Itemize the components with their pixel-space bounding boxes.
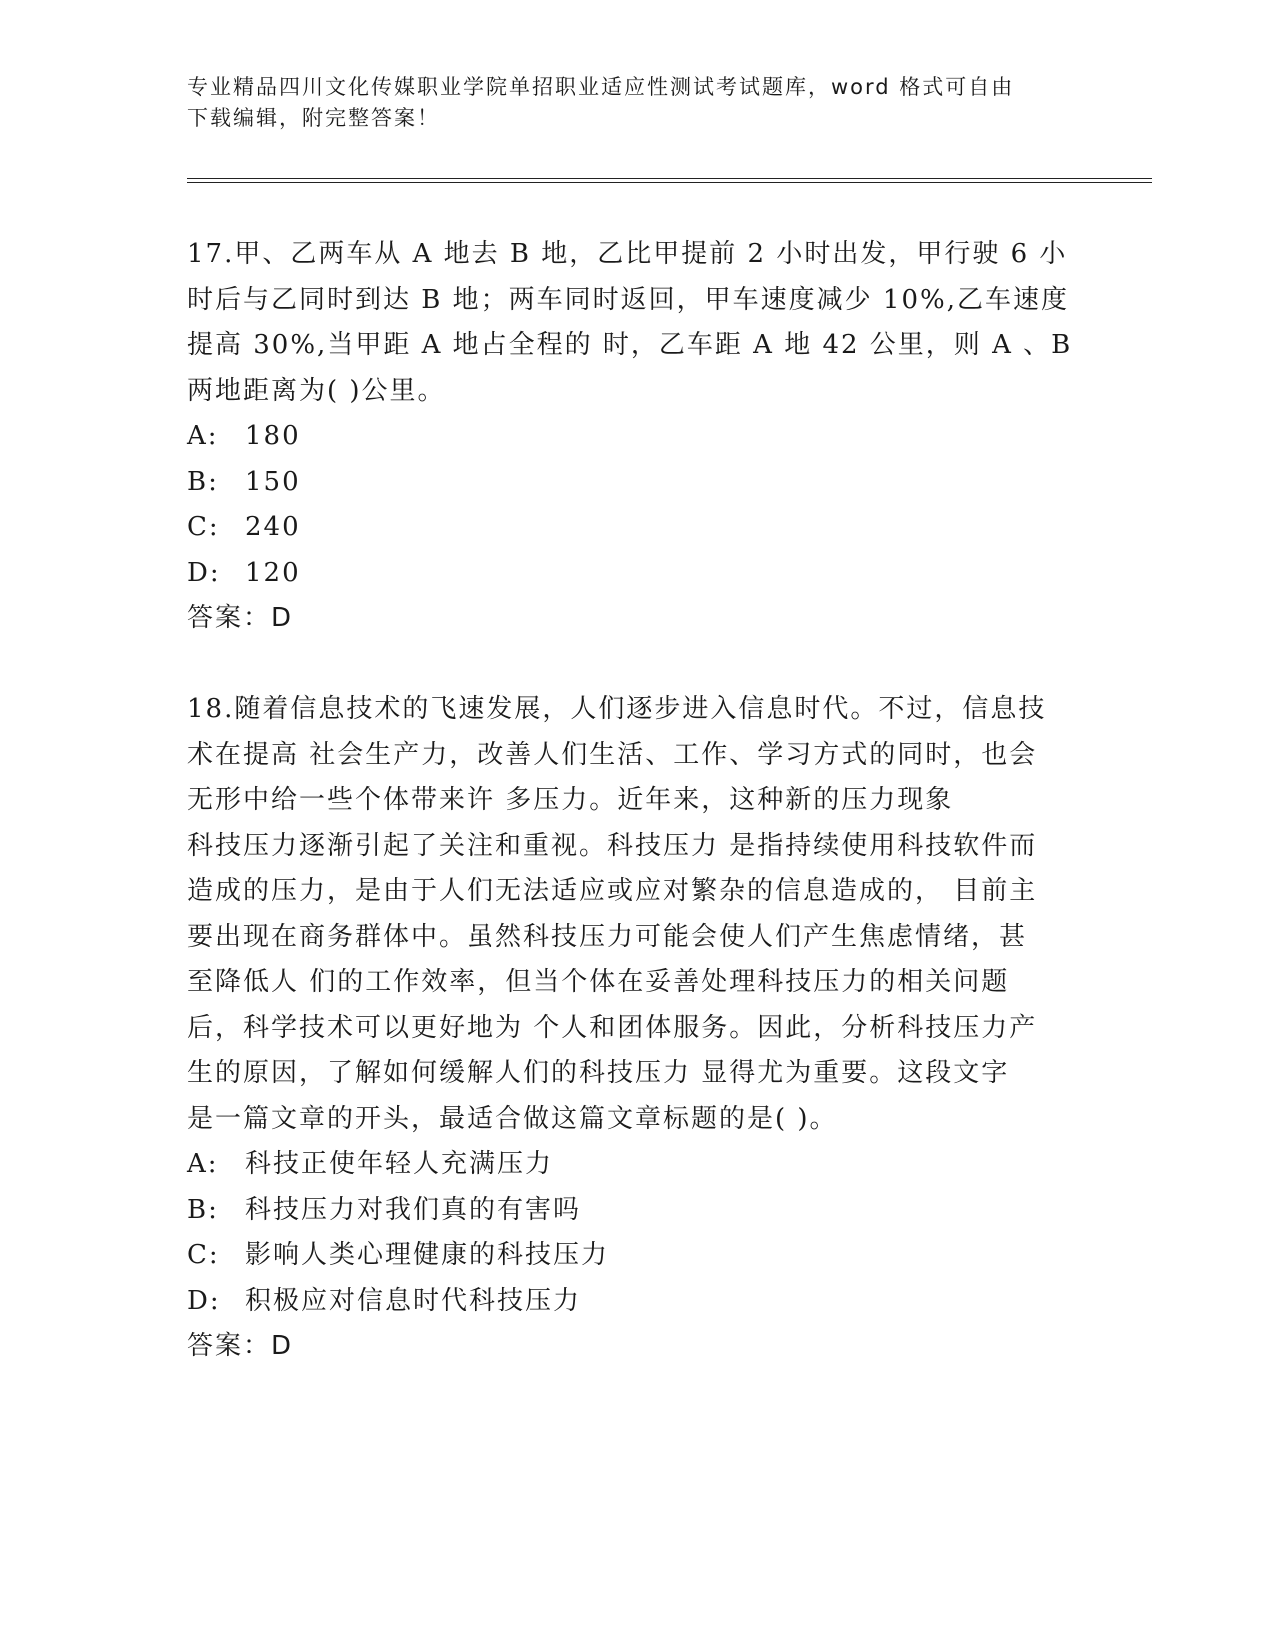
question-stem-line: 科技压力逐渐引起了关注和重视。科技压力 是指持续使用科技软件而 [187, 830, 1038, 861]
question-18 [187, 687, 1087, 1370]
question-stem-line: 是一篇文章的开头，最适合做这篇文章标题的是( )。 [187, 1103, 838, 1134]
option-letter: C: [187, 512, 220, 542]
question-stem-line: 造成的压力，是由于人们无法适应或应对繁杂的信息造成的， 目前主 [187, 876, 1038, 906]
option-letter: B: [187, 466, 219, 497]
option-text: 150 [245, 466, 301, 497]
option-text: 240 [245, 512, 301, 542]
option-letter: D: [187, 557, 221, 588]
answer-label: 答案：D [187, 1331, 294, 1361]
document-header [187, 72, 1087, 134]
option-text: 积极应对信息时代科技压力 [245, 1285, 582, 1316]
answer-label: 答案：D [187, 603, 294, 633]
option-letter: D: [187, 1285, 221, 1316]
option-a [187, 1142, 1087, 1188]
question-stem-line: 时后与乙同时到达 B 地；两车同时返回，甲车速度减少 10%,乙车速度 [187, 284, 1069, 315]
option-c [187, 1233, 1087, 1279]
question-stem-line: 提高 30%,当甲距 A 地占全程的 时，乙车距 A 地 42 公里，则 A 、B [187, 330, 1073, 360]
question-stem-line: 两地距离为( )公里。 [187, 375, 446, 406]
question-stem-line: 无形中给一些个体带来许 多压力。近年来，这种新的压力现象 [187, 785, 954, 815]
header-divider-top [187, 178, 1152, 179]
option-letter: A: [187, 421, 219, 451]
question-stem-line: 要出现在商务群体中。虽然科技压力可能会使人们产生焦虑情绪，甚 [187, 921, 1028, 952]
option-c [187, 505, 1087, 551]
option-letter: B: [187, 1194, 219, 1225]
question-stem-line: 17.甲、乙两车从 A 地去 B 地，乙比甲提前 2 小时出发，甲行驶 6 小 [187, 239, 1068, 269]
option-d [187, 551, 1087, 597]
question-stem-line: 生的原因，了解如何缓解人们的科技压力 显得尤为重要。这段文字 [187, 1058, 1010, 1088]
question-stem-line: 至降低人 们的工作效率，但当个体在妥善处理科技压力的相关问题 [187, 967, 1010, 997]
header-line-1: 专业精品四川文化传媒职业学院单招职业适应性测试考试题库，word 格式可自由 [187, 75, 1015, 99]
option-text: 科技压力对我们真的有害吗 [245, 1194, 582, 1225]
option-a [187, 414, 1087, 460]
option-text: 120 [245, 557, 301, 588]
question-17 [187, 232, 1087, 642]
question-stem-line: 后，科学技术可以更好地为 个人和团体服务。因此，分析科技压力产 [187, 1012, 1038, 1043]
option-letter: A: [187, 1149, 219, 1179]
question-stem-line: 术在提高 社会生产力，改善人们生活、工作、学习方式的同时，也会 [187, 739, 1038, 770]
option-text: 科技正使年轻人充满压力 [245, 1149, 554, 1179]
option-text: 影响人类心理健康的科技压力 [245, 1240, 610, 1270]
option-d [187, 1279, 1087, 1325]
question-stem-line: 18.随着信息技术的飞速发展，人们逐步进入信息时代。不过，信息技 [187, 694, 1047, 724]
option-text: 180 [245, 421, 301, 451]
option-b [187, 1188, 1087, 1234]
header-line-2: 下载编辑，附完整答案！ [187, 106, 440, 130]
option-letter: C: [187, 1240, 220, 1270]
header-divider-bottom [187, 182, 1152, 183]
option-b [187, 460, 1087, 506]
